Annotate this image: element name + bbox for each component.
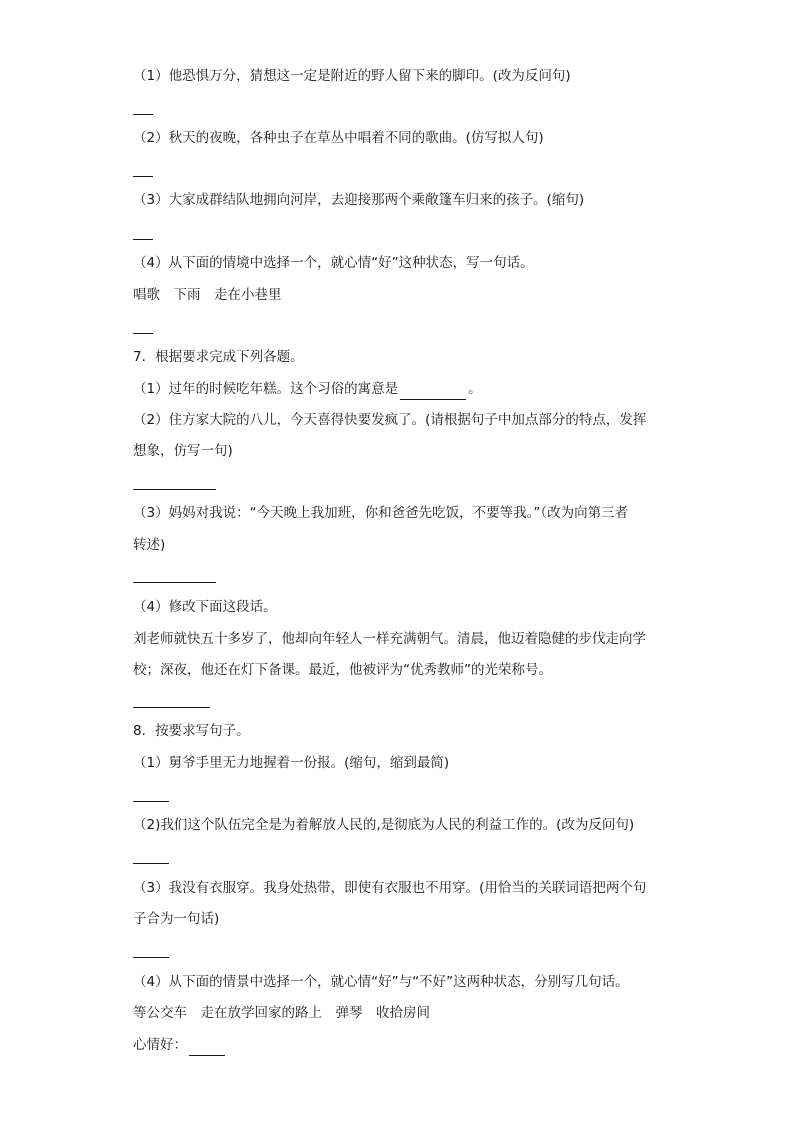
q8-sub3-answer-blank[interactable] bbox=[133, 957, 169, 958]
q8-sub2-answer-blank[interactable] bbox=[133, 863, 169, 864]
q8-mood-good bbox=[133, 1035, 673, 1056]
q7-sub3-line1: （3）妈妈对我说：“今天晚上我加班，你和爸爸先吃饭，不要等我。”（改为向第三者 bbox=[133, 505, 629, 521]
q7-sub1-end: 。 bbox=[468, 381, 482, 397]
q7-sub3-answer-blank[interactable] bbox=[133, 582, 216, 583]
q8-sub3-line2: 子合为一句话) bbox=[133, 911, 220, 927]
q6-sub2: （2）秋天的夜晚，各种虫子在草丛中唱着不同的歌曲。(仿写拟人句) bbox=[133, 130, 544, 146]
q8-sub1: （1）舅爷手里无力地握着一份报。(缩句，缩到最简) bbox=[133, 755, 450, 771]
q8-sub3-line1: （3）我没有衣服穿。我身处热带，即使有衣服也不用穿。(用恰当的关联词语把两个句 bbox=[133, 880, 647, 896]
q6-sub4-answer-blank[interactable] bbox=[133, 333, 153, 334]
q6-sub1: （1）他恐惧万分，猜想这一定是附近的野人留下来的脚印。(改为反问句) bbox=[133, 68, 571, 84]
q6-sub2-answer-blank[interactable] bbox=[133, 176, 153, 177]
q6-sub1-answer-blank[interactable] bbox=[133, 114, 153, 115]
q8-mood-good-label: 心情好： bbox=[133, 1037, 187, 1053]
q7-sub2-line2: 想象，仿写一句) bbox=[133, 443, 233, 459]
q6-sub3-answer-blank[interactable] bbox=[133, 239, 153, 240]
q7-heading: 7．根据要求完成下列各题。 bbox=[133, 349, 304, 365]
q7-sub1-inline-blank[interactable] bbox=[400, 379, 466, 400]
q8-sub4-options: 等公交车 走在放学回家的路上 弹琴 收拾房间 bbox=[133, 1005, 430, 1021]
q7-sub4: （4）修改下面这段话。 bbox=[133, 599, 277, 615]
q8-mood-good-blank[interactable] bbox=[189, 1035, 225, 1056]
q8-sub1-answer-blank[interactable] bbox=[133, 801, 169, 802]
q8-sub4: （4）从下面的情景中选择一个，就心情“好”与“不好”这两种状态，分别写几句话。 bbox=[133, 974, 629, 990]
q8-sub2: （2)我们这个队伍完全是为着解放人民的,是彻底为人民的利益工作的。(改为反问句) bbox=[133, 817, 635, 833]
q6-sub4-options: 唱歌 下雨 走在小巷里 bbox=[133, 287, 282, 303]
q7-sub1 bbox=[133, 379, 673, 400]
q7-sub2-answer-blank[interactable] bbox=[133, 489, 216, 490]
q8-heading: 8．按要求写句子。 bbox=[133, 723, 250, 739]
q7-sub1-text: （1）过年的时候吃年糕。这个习俗的寓意是 bbox=[133, 381, 399, 397]
q7-passage-line2: 校；深夜，他还在灯下备课。最近，他被评为“优秀教师”的光荣称号。 bbox=[133, 662, 552, 678]
q7-passage-line1: 刘老师就快五十多岁了，他却向年轻人一样充满朝气。清晨，他迈着隐健的步伐走向学 bbox=[133, 631, 646, 647]
q7-sub2-line1: （2）住方家大院的八儿，今天喜得快要发疯了。(请根据句子中加点部分的特点，发挥 bbox=[133, 412, 647, 428]
q6-sub3: （3）大家成群结队地拥向河岸，去迎接那两个乘敞篷车归来的孩子。(缩句) bbox=[133, 192, 585, 208]
q6-sub4: （4）从下面的情境中选择一个，就心情“好”这种状态，写一句话。 bbox=[133, 255, 534, 271]
q7-sub3-line2: 转述) bbox=[133, 537, 166, 553]
q7-sub4-answer-blank[interactable] bbox=[133, 707, 210, 708]
